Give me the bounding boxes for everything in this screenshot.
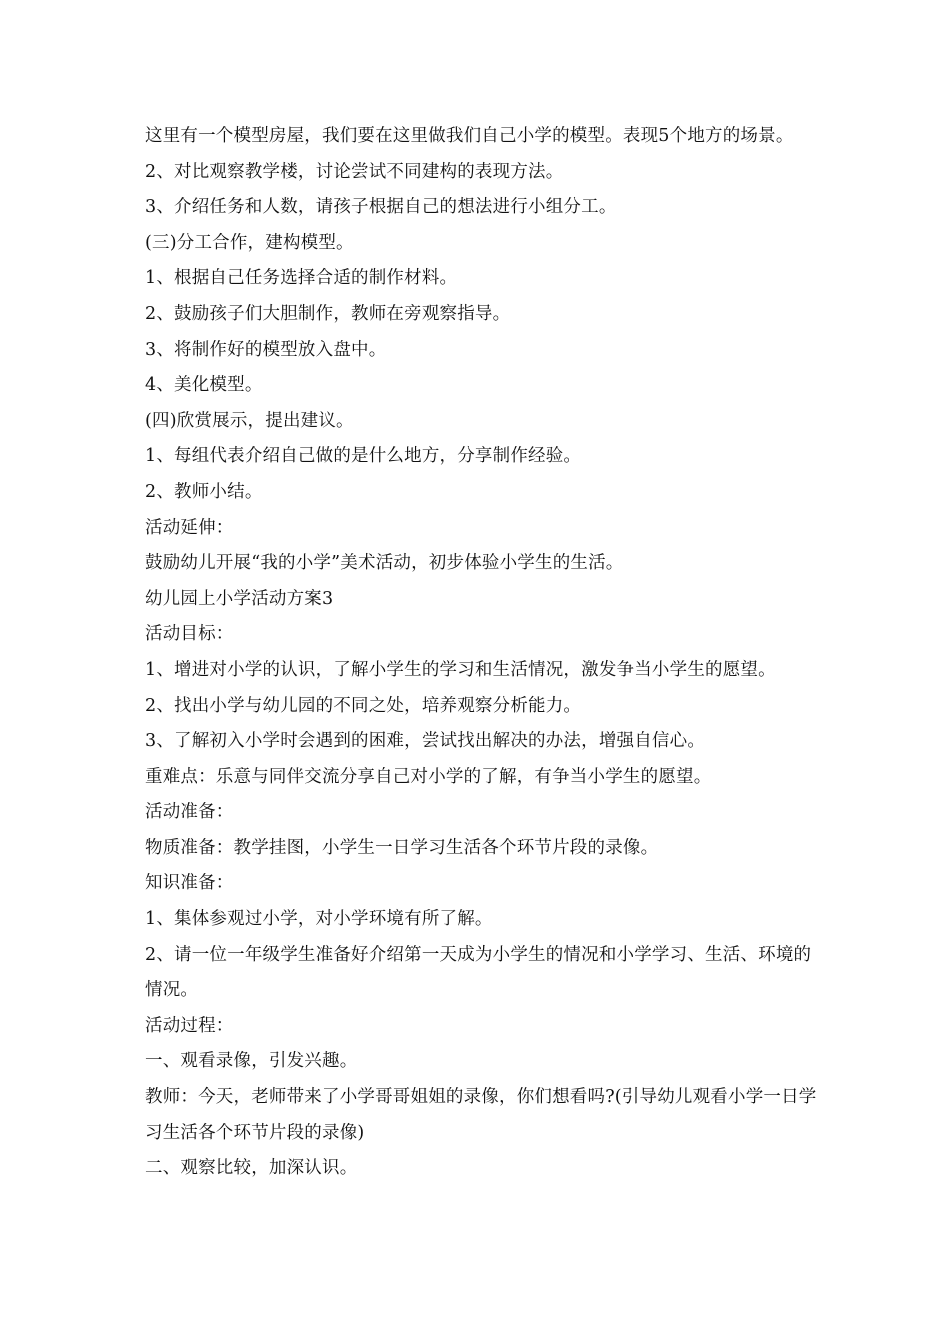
paragraph: 2、教师小结。 [145,481,263,502]
paragraph: 1、根据自己任务选择合适的制作材料。 [145,268,458,289]
paragraph: 2、请一位一年级学生准备好介绍第一天成为小学生的情况和小学学习、生活、环境的情况。 [145,944,812,1001]
paragraph: 2、对比观察教学楼，讨论尝试不同建构的表现方法。 [145,161,564,182]
paragraph: 1、每组代表介绍自己做的是什么地方，分享制作经验。 [145,446,582,467]
paragraph: 鼓励幼儿开展“我的小学”美术活动，初步体验小学生的生活。 [145,553,624,574]
paragraph: 4、美化模型。 [145,375,263,396]
paragraph: 重难点：乐意与同伴交流分享自己对小学的了解，有争当小学生的愿望。 [145,766,712,787]
section-heading: 活动延伸： [145,517,234,538]
document-title: 幼儿园上小学活动方案3 [145,588,334,609]
paragraph: 1、集体参观过小学，对小学环境有所了解。 [145,909,493,930]
paragraph: 3、了解初入小学时会遇到的困难，尝试找出解决的办法，增强自信心。 [145,731,706,752]
paragraph: 3、将制作好的模型放入盘中。 [145,339,387,360]
paragraph: 物质准备：教学挂图，小学生一日学习生活各个环节片段的录像。 [145,837,659,858]
section-heading: (三)分工合作，建构模型。 [145,232,354,253]
document-body [145,119,825,1187]
paragraph: 这里有一个模型房屋，我们要在这里做我们自己小学的模型。表现5个地方的场景。 [145,126,794,146]
section-heading: 活动目标： [145,624,234,645]
paragraph: 教师：今天，老师带来了小学哥哥姐姐的录像，你们想看吗?(引导幼儿观看小学一日学习生活各个环节片段的录像) [145,1087,817,1143]
section-heading: 活动过程： [145,1015,234,1036]
paragraph: 1、增进对小学的认识，了解小学生的学习和生活情况，激发争当小学生的愿望。 [145,659,776,680]
paragraph: 2、鼓励孩子们大胆制作，教师在旁观察指导。 [145,303,511,324]
paragraph: 一、观看录像，引发兴趣。 [145,1051,358,1072]
paragraph: 3、介绍任务和人数，请孩子根据自己的想法进行小组分工。 [145,197,617,218]
paragraph: 2、找出小学与幼儿园的不同之处，培养观察分析能力。 [145,695,582,716]
section-heading: 活动准备： [145,802,234,823]
paragraph: 二、观察比较，加深认识。 [145,1158,358,1179]
section-heading: (四)欣赏展示，提出建议。 [145,410,354,431]
section-heading: 知识准备： [145,873,234,894]
